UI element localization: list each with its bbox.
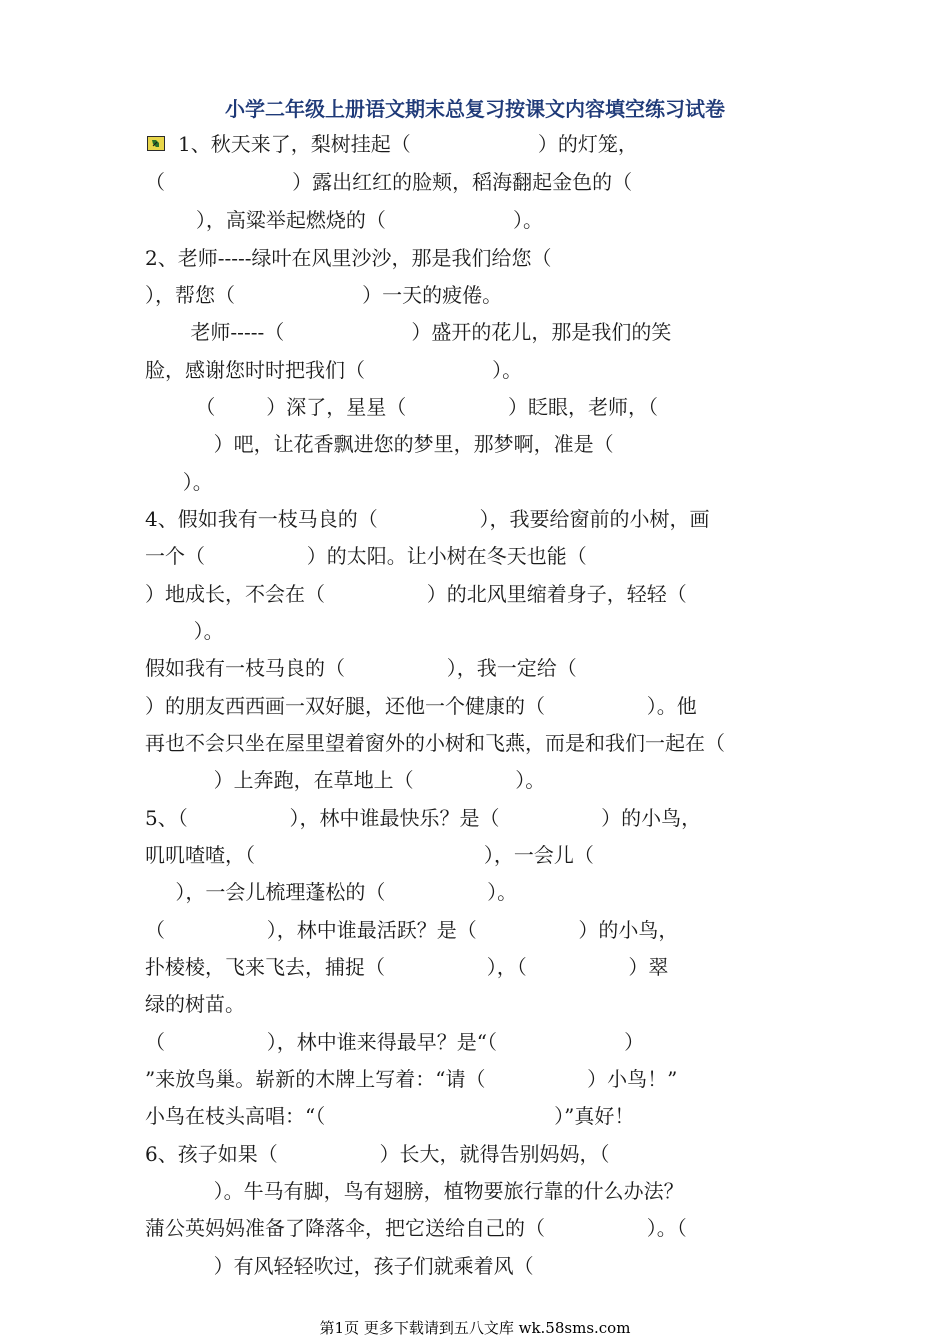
text-line: （ ）深了，星星（ ）眨眼，老师，（: [170, 395, 659, 419]
text-line: ）。: [170, 470, 213, 494]
text-line: ）有风轻轻吹过，孩子们就乘着风（: [150, 1254, 534, 1278]
text-line: ）。: [130, 619, 224, 643]
text-line: ”来放鸟巢。崭新的木牌上写着：“请（ ）小鸟！”: [145, 1067, 678, 1091]
speaker-note-icon: [147, 136, 165, 151]
text-line: ）地成长，不会在（ ）的北风里缩着身子，轻轻（: [145, 582, 687, 606]
text-line: 蒲公英妈妈准备了降落伞，把它送给自己的（ ）。（: [145, 1216, 687, 1240]
text-line: （ ），林中谁来得最早？是“（ ）: [145, 1030, 645, 1054]
text-line: 1、秋天来了，梨树挂起（ ）的灯笼，: [178, 132, 638, 156]
text-line: 假如我有一枝马良的（ ），我一定给（: [145, 656, 577, 680]
text-line: 小鸟在枝头高唱：“（ ）”真好！: [145, 1104, 635, 1128]
text-line: （ ）露出红红的脸颊，稻海翻起金色的（: [145, 170, 633, 194]
text-line: 5、（ ），林中谁最快乐？是（ ）的小鸟，: [145, 806, 702, 830]
text-line: （ ），林中谁最活跃？是（ ）的小鸟，: [145, 918, 679, 942]
text-line: ），一会儿梳理蓬松的（ ）。: [150, 880, 518, 904]
text-line: 一个（ ）的太阳。让小树在冬天也能（: [145, 544, 587, 568]
text-line: ）。牛马有脚，鸟有翅膀，植物要旅行靠的什么办法？: [150, 1179, 684, 1203]
text-line: 再也不会只坐在屋里望着窗外的小树和飞燕，而是和我们一起在（: [145, 731, 725, 755]
page-title: 小学二年级上册语文期末总复习按课文内容填空练习试卷: [225, 97, 725, 121]
text-line: 6、孩子如果（ ）长大，就得告别妈妈，（: [145, 1142, 610, 1166]
text-line: ）吧，让花香飘进您的梦里，那梦啊，准是（: [150, 432, 614, 456]
page-footer: 第1页 更多下载请到五八文库 wk.58sms.com: [319, 1319, 631, 1337]
text-line: 叽叽喳喳，（ ），一会儿（: [145, 843, 594, 867]
text-line: ）的朋友西西画一双好腿，还他一个健康的（ ）。他: [145, 694, 697, 718]
text-line: 脸，感谢您时时把我们（ ）。: [145, 358, 523, 382]
text-line: 绿的树苗。: [145, 992, 245, 1016]
text-line: ），高粱举起燃烧的（ ）。: [145, 208, 544, 232]
text-line: ）上奔跑，在草地上（ ）。: [150, 768, 546, 792]
text-line: 2、老师-----绿叶在风里沙沙，那是我们给您（: [145, 246, 552, 270]
text-line: 老师-----（ ）盛开的花儿，那是我们的笑: [165, 320, 672, 344]
text-line: 4、假如我有一枝马良的（ ），我要给窗前的小树，画: [145, 507, 710, 531]
text-line: 扑棱棱，飞来飞去，捕捉（ ），（ ）翠: [145, 955, 669, 979]
text-line: ），帮您（ ）一天的疲倦。: [145, 283, 503, 307]
